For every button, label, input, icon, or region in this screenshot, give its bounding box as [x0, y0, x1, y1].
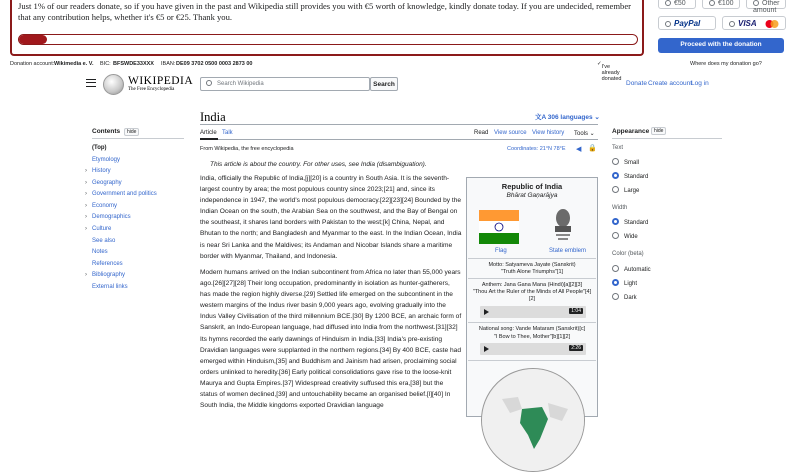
amount-option-100[interactable]: €100 — [702, 0, 740, 9]
text-standard-option[interactable]: Standard — [612, 172, 648, 180]
toc-item-see-also[interactable]: See also — [92, 238, 116, 244]
anthem-duration: 1:04 — [571, 308, 581, 314]
chevron-right-icon[interactable]: › — [85, 203, 87, 209]
chevron-right-icon[interactable]: › — [85, 191, 87, 197]
toc-item-etymology[interactable]: Etymology — [92, 157, 121, 163]
toc-item-references[interactable]: References — [92, 261, 123, 267]
chevron-right-icon[interactable]: › — [85, 168, 87, 174]
page-title: India — [200, 110, 226, 124]
bic-value: BFSWDE33XXX — [113, 61, 154, 67]
tab-view-source[interactable]: View source — [494, 130, 527, 136]
language-button[interactable]: 文A 306 languages ⌄ — [535, 114, 600, 121]
paypal-option[interactable] — [658, 16, 716, 30]
audio-icon[interactable]: ◀ — [576, 146, 582, 153]
infobox-divider — [468, 278, 596, 279]
toc-item-notes[interactable]: Notes — [92, 249, 108, 255]
flag-caption[interactable]: Flag — [495, 248, 507, 254]
toc-item-government[interactable]: Government and politics — [92, 191, 157, 197]
tab-view-history[interactable]: View history — [532, 130, 565, 136]
toc-hide-button[interactable]: hide — [124, 128, 139, 136]
progress-fill — [19, 35, 47, 44]
toc-item-economy[interactable]: Economy — [92, 203, 118, 209]
anthem-translation: "Thou Art the Ruler of the Minds of All People"[4][2] — [472, 289, 592, 302]
state-emblem-image[interactable] — [551, 208, 575, 244]
mastercard-icon — [765, 20, 779, 28]
banner-message: Just 1% of our readers donate, so if you have given in the past and Wikipedia still provides you with €5 worth of knowledge, kindly donate today. If you are undecided, remember that any contribution helps, whether it's €5 or €25. Thank you. — [18, 1, 632, 22]
visa-label: VISA — [738, 19, 757, 28]
infobox-divider — [468, 322, 596, 323]
infobox — [466, 177, 598, 417]
active-tab-indicator — [200, 138, 218, 140]
text-small-option[interactable]: Small — [612, 158, 639, 166]
search-input[interactable]: Search Wikipedia — [200, 77, 370, 91]
song-audio-player[interactable] — [480, 343, 586, 355]
infobox-native-name: Bhārat Gaṇarājya — [506, 192, 558, 199]
where-donation-goes-link[interactable]: Where does my donation go? — [690, 61, 762, 67]
color-light-option[interactable]: Light — [612, 279, 637, 287]
toc-item-culture[interactable]: Culture — [92, 226, 112, 232]
motto-label: Motto: Satyameva Jayate (Sanskrit) — [488, 262, 576, 268]
play-icon[interactable] — [484, 309, 489, 315]
toc-item-geography[interactable]: Geography — [92, 180, 122, 186]
tools-menu[interactable]: Tools ⌄ — [574, 131, 595, 137]
location-map-image[interactable] — [481, 368, 585, 472]
national-song-translation: "I Bow to Thee, Mother"[b][1][2] — [493, 334, 571, 340]
paypal-label: PayPal — [674, 19, 701, 28]
appearance-divider — [612, 138, 722, 139]
color-automatic-option[interactable]: Automatic — [612, 265, 651, 273]
width-standard-option[interactable]: Standard — [612, 218, 648, 226]
toc-divider — [92, 138, 184, 139]
search-icon — [206, 80, 212, 86]
tab-talk[interactable]: Talk — [222, 130, 233, 136]
coordinates-link[interactable]: Coordinates: 21°N 78°E — [507, 146, 566, 152]
account-name: Wikimedia e. V. — [54, 61, 94, 67]
donation-banner — [0, 0, 800, 58]
motto-translation: "Truth Alone Triumphs"[1] — [500, 269, 564, 275]
appearance-hide-button[interactable]: hide — [651, 127, 666, 135]
india-flag-image[interactable] — [479, 210, 519, 244]
chevron-right-icon[interactable]: › — [85, 272, 87, 278]
lead-paragraph: India, officially the Republic of India,[j][20] is a country in South Asia. It is the seventh-largest country by area; the most populous country since 2023;[21] and, since its independence in 1947, the world's most populous democracy.[22][23][24] Bounded by the Indian Ocean on the south, the Arabian Sea on the southwest, and the Bay of Bengal on the southeast, it shares land borders with Pakistan to the west;[k] China, Nepal, and Bhutan to the north; and Bangladesh and Myanmar to the east. In the Indian Ocean, India is near Sri Lanka and the Maldives; its Andaman and Nicobar Islands share a maritime border with Myanmar, Thailand, and Indonesia. — [200, 175, 462, 260]
amount-option-50[interactable]: €50 — [658, 0, 696, 9]
amount-other-input[interactable]: Other amount — [746, 0, 786, 9]
card-option[interactable] — [722, 16, 786, 30]
iban-value: DE09 3702 0500 0003 2873 00 — [176, 61, 253, 67]
hatnote: This article is about the country. For other uses, see India (disambiguation). — [210, 161, 427, 168]
toc-item-external-links[interactable]: External links — [92, 284, 128, 290]
title-divider — [200, 124, 598, 125]
width-wide-option[interactable]: Wide — [612, 232, 638, 240]
account-label: Donation account: — [10, 61, 55, 67]
main-menu-icon[interactable] — [86, 79, 96, 87]
text-size-label: Text — [612, 145, 624, 151]
search-button[interactable]: Search — [370, 77, 398, 91]
national-song-label: National song: Vande Mataram (Sanskrit)[c] — [478, 326, 586, 332]
text-large-option[interactable]: Large — [612, 186, 639, 194]
history-paragraph: Modern humans arrived on the Indian subcontinent from Africa no later than 55,000 years ago.[26][27][28] Their long occupation, predominantly in isolation as hunter-gatherers, has made the region highly diverse.[29] Settled life emerged on the subcontinent in the western margins of the Indus river basin 9,000 years ago, evolving gradually into the Indus Valley Civilisation of the third millennium BCE.[30] By 1200 BCE, an archaic form of Sanskrit, an Indo-European language, had diffused into India from the northwest.[31][32] Its hymns recorded the early dawnings of Hinduism in India.[33] India's pre-existing Dravidian languages were supplanted in the northern regions.[34] By 400 BCE, caste had emerged within Hinduism,[35] and Buddhism and Jainism had arisen, proclaiming social orders unlinked to heredity.[36] Early political consolidations gave rise to the loose-knit Maurya and Gupta Empires.[37] Widespread creativity suffused this era,[38] but the status of women declined,[39] and untouchability became an organised belief.[l][40] In South India, the Middle kingdoms exported Dravidian language — [200, 269, 462, 410]
log-in-link[interactable]: Log in — [691, 80, 709, 87]
appearance-title: Appearance — [612, 128, 650, 135]
chevron-right-icon[interactable]: › — [85, 180, 87, 186]
infobox-divider — [468, 360, 596, 361]
donation-progress-bar — [18, 34, 638, 45]
width-label: Width — [612, 205, 628, 211]
iban-label: IBAN: — [161, 61, 176, 67]
toc-item-demographics[interactable]: Demographics — [92, 214, 131, 220]
donate-link[interactable]: Donate — [626, 80, 647, 87]
translate-icon: 文A — [535, 114, 548, 121]
proceed-donation-button[interactable]: Proceed with the donation — [658, 38, 784, 53]
chevron-right-icon[interactable]: › — [85, 226, 87, 232]
wikipedia-wordmark[interactable]: WIKIPEDIA — [128, 75, 194, 87]
song-duration: 2:26 — [571, 345, 581, 351]
chevron-right-icon[interactable]: › — [85, 214, 87, 220]
emblem-caption[interactable]: State emblem — [549, 248, 587, 254]
wikipedia-tagline: The Free Encyclopedia — [128, 87, 175, 92]
toc-item-bibliography[interactable]: Bibliography — [92, 272, 126, 278]
color-label: Color (beta) — [612, 251, 644, 257]
toc-item-history[interactable]: History — [92, 168, 111, 174]
tab-read[interactable]: Read — [474, 130, 489, 136]
tab-article[interactable]: Article — [200, 130, 217, 136]
color-dark-option[interactable]: Dark — [612, 293, 637, 301]
play-icon[interactable] — [484, 346, 489, 352]
wikipedia-globe-logo[interactable] — [103, 74, 124, 95]
infobox-divider — [468, 258, 596, 259]
tabs-divider — [200, 139, 598, 140]
from-wikipedia: From Wikipedia, the free encyclopedia — [200, 146, 294, 152]
already-donated-checkbox[interactable]: ✓ I've already donated — [597, 61, 622, 82]
lock-icon: 🔒 — [588, 145, 597, 152]
create-account-link[interactable]: Create account — [648, 80, 693, 87]
anthem-label: Anthem: Jana Gana Mana (Hindi)[a][2][3] — [481, 282, 583, 288]
bic-label: BIC: — [100, 61, 111, 67]
toc-item-top[interactable]: (Top) — [92, 145, 107, 151]
anthem-audio-player[interactable] — [480, 306, 586, 318]
infobox-title: Republic of India — [501, 182, 563, 191]
toc-title: Contents — [92, 128, 121, 135]
